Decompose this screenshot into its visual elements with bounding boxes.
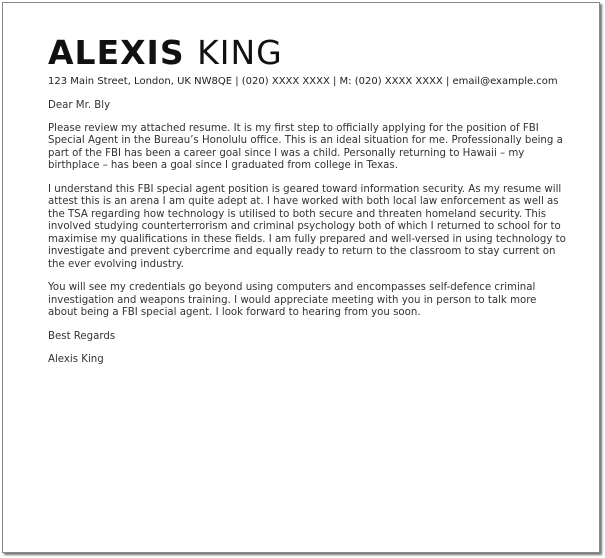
first-name: ALEXIS xyxy=(48,33,185,72)
paragraph-3: You will see my credentials go beyond using computers and encompasses self-defence criminal investigation and weapons training. I would appreciate meeting with you in person to talk more about being a FBI special agent. I look forward to hearing from you soon. xyxy=(48,282,537,318)
paragraph-2: I understand this FBI special agent position is geared toward information security. As my resume will attest this is an arena I am quite adept at. I have worked with both local law enforcement as well as the TSA regarding how technology is utilised to both secure and threaten homeland security. This involved studying counterterrorism and criminal psychology both of which I returned to school for to maximise my qualifications in these fields. I am fully prepared and well-versed in using technology to investigate and prevent cybercrime and equally ready to return to the classroom to stay current on the ever evolving industry. xyxy=(48,183,566,270)
signature: Alexis King xyxy=(48,354,104,365)
letter-page xyxy=(2,2,600,553)
greeting: Dear Mr. Bly xyxy=(48,100,111,111)
closing: Best Regards xyxy=(48,330,116,342)
last-name: KING xyxy=(197,33,283,72)
paragraph-1: Please review my attached resume. It is my first step to officially applying for the position of FBI Special Agent in the Bureau’s Honolulu office. This is an ideal situation for me. Professionally being a part of the FBI has been a career goal since I was a child. Personally returning to Hawaii – my birthplace – has been a goal since I graduated from college in Texas. xyxy=(48,122,563,171)
contact-line: 123 Main Street, London, UK NW8QE | (020) XXXX XXXX | M: (020) XXXX XXXX | email@example.com xyxy=(48,76,558,87)
applicant-name xyxy=(48,34,568,72)
cover-letter xyxy=(48,34,568,378)
letter-body xyxy=(48,100,568,367)
